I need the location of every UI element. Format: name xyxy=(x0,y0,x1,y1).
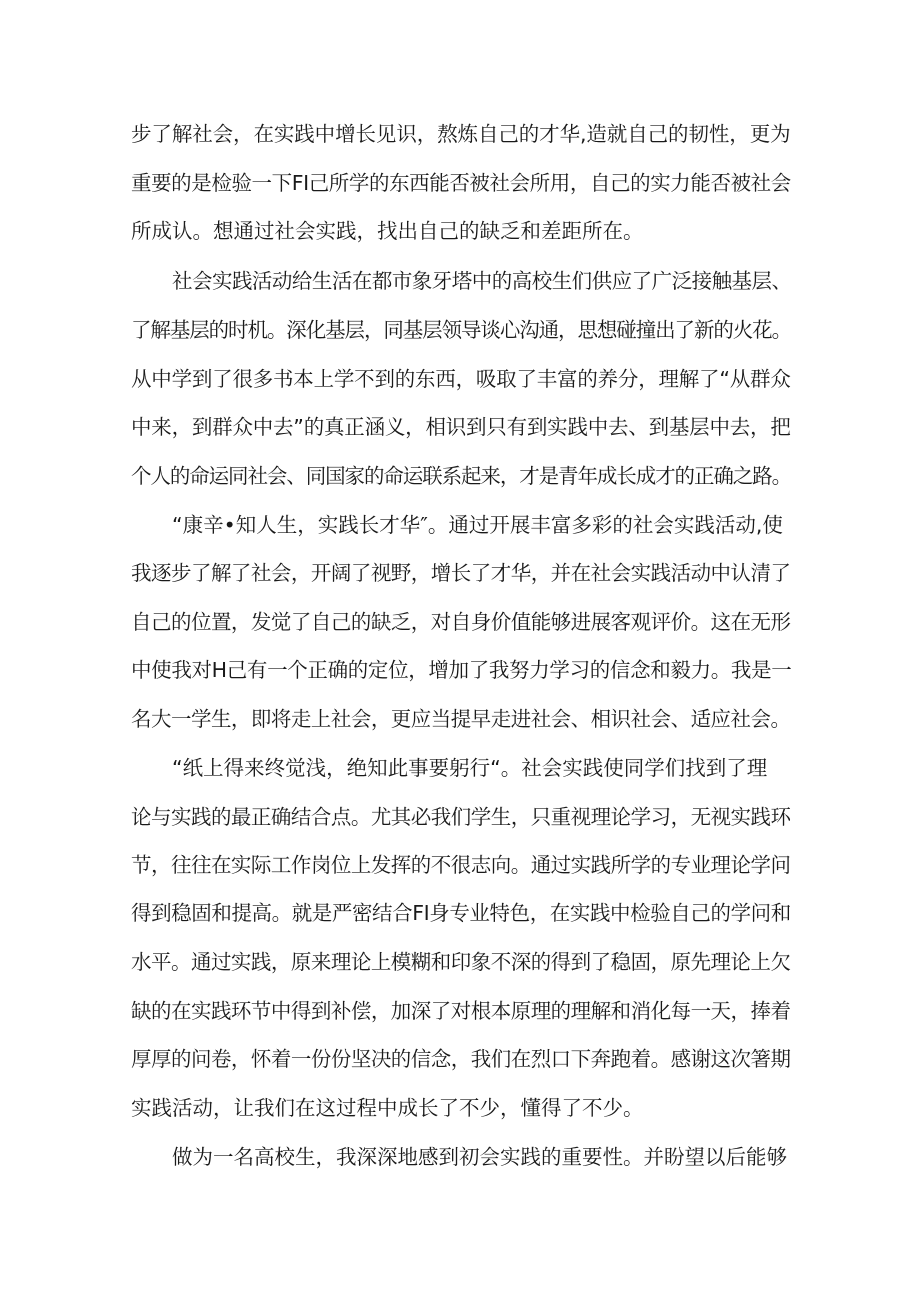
text-line: 个人的命运同社会、同国家的命运联系起来，才是青年成长成才的正确之路。 xyxy=(131,464,791,488)
text-line: 从中学到了很多书本上学不到的东西，吸取了丰富的养分，理解了“从群众 xyxy=(131,367,791,391)
text-line: 步了解社会，在实践中增长见识，熬炼自己的才华,造就自己的韧性，更为 xyxy=(131,122,791,146)
text-line: 自己的位置，发觉了自己的缺乏，对自身价值能够进展客观评价。这在无形 xyxy=(131,610,791,634)
text-line: 所成认。想通过社会实践，找出自己的缺乏和差距所在。 xyxy=(131,219,644,243)
text-line: 名大一学生，即将走上社会，更应当提早走进社会、相识社会、适应社会。 xyxy=(131,707,791,731)
text-line: 水平。通过实践，原来理论上模糊和印象不深的得到了稳固，原先理论上欠 xyxy=(131,950,791,974)
text-line: 厚厚的问卷，怀着一份份坚决的信念，我们在烈口下奔跑着。感谢这次箸期 xyxy=(131,1047,791,1071)
text-line: 做为一名高校生，我深深地感到初会实践的重要性。并盼望以后能够 xyxy=(172,1145,787,1169)
text-line: 中来，到群众中去”的真正涵义，相识到只有到实践中去、到基层中去，把 xyxy=(131,415,791,439)
text-line: “纸上得来终觉浅，绝知此事要躬行“。社会实践使同学们找到了理 xyxy=(172,756,768,780)
text-line: “康辛•知人生，实践长才华″。通过开展丰富多彩的社会实践活动,使 xyxy=(172,513,783,537)
text-line: 节，往往在实际工作岗位上发挥的不很志向。通过实践所学的专业理论学问 xyxy=(131,853,791,877)
text-line: 重要的是检验一下FI己所学的东西能否被社会所用，自己的实力能否被社会 xyxy=(131,171,791,195)
text-line: 得到稳固和提高。就是严密结合FI身专业特色，在实践中检验自己的学问和 xyxy=(131,901,791,925)
text-line: 中使我对H己有一个正确的定位，增加了我努力学习的信念和毅力。我是一 xyxy=(131,658,792,682)
text-line: 实践活动，让我们在这过程中成长了不少，懂得了不少。 xyxy=(131,1096,644,1120)
text-line: 论与实践的最正确结合点。尤其必我们学生，只重视理论学习，无视实践环 xyxy=(131,805,791,829)
text-line: 社会实践活动给生活在都市象牙塔中的高校生们供应了广泛接触基层、 xyxy=(172,269,792,293)
text-line: 缺的在实践环节中得到补偿，加深了对根本原理的理解和消化每一天，捧着 xyxy=(131,999,791,1023)
text-line: 我逐步了解了社会，开阔了视野，增长了才华，并在社会实践活动中认清了 xyxy=(131,561,791,585)
text-line: 了解基层的时机。深化基层，同基层领导谈心沟通，思想碰撞出了新的火花。 xyxy=(131,318,791,342)
